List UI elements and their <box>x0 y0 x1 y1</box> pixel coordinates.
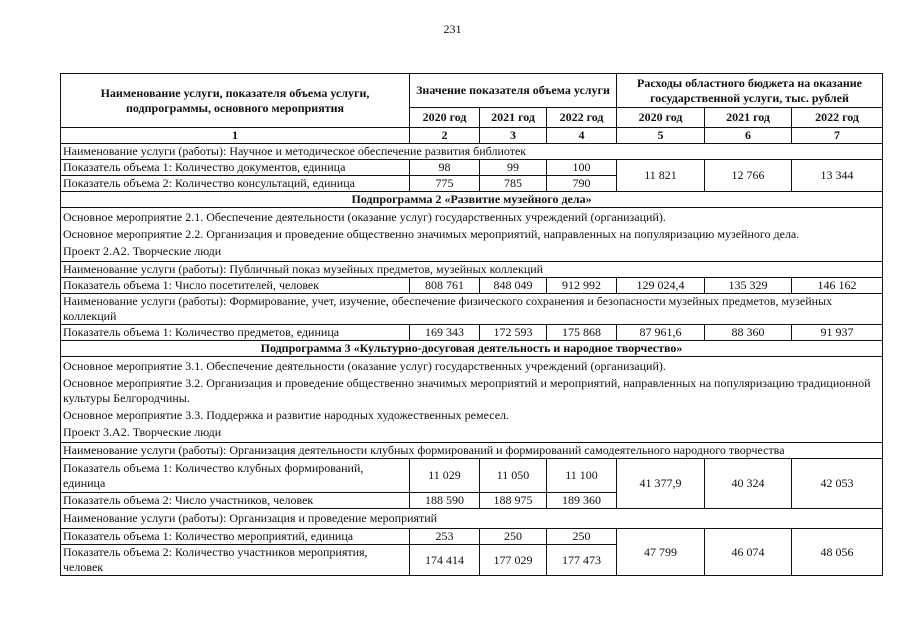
indicator-value: 250 <box>547 529 617 545</box>
service-name: Наименование услуги (работы): Организация и проведение мероприятий <box>61 509 883 529</box>
indicator-name: Показатель объема 1: Количество предметов, единица <box>61 325 410 341</box>
indicator-value: 189 360 <box>547 493 617 509</box>
column-number: 7 <box>792 128 883 144</box>
column-number: 2 <box>410 128 480 144</box>
project-line: Проект 2.А2. Творческие люди <box>63 244 222 258</box>
indicator-value: 11 029 <box>410 459 480 493</box>
activity-line: Основное мероприятие 2.2. Организация и проведение общественно значимых мероприятий, направленных на популяризацию музейного дела. <box>63 227 800 241</box>
indicator-value: 912 992 <box>547 278 617 294</box>
budget-value: 129 024,4 <box>617 278 705 294</box>
budget-value: 42 053 <box>792 459 883 509</box>
service-name: Наименование услуги (работы): Формирование, учет, изучение, обеспечение физического сохранения и безопасности музейных предметов, музейных коллекций <box>61 294 883 325</box>
activities-block <box>61 208 883 262</box>
indicator-value: 775 <box>410 176 480 192</box>
indicator-name: Показатель объема 2: Количество участников мероприятия, человек <box>61 545 410 576</box>
indicator-value: 11 100 <box>547 459 617 493</box>
indicator-value: 174 414 <box>410 545 480 576</box>
indicator-value: 169 343 <box>410 325 480 341</box>
indicator-value: 11 050 <box>480 459 547 493</box>
indicator-name: Показатель объема 1: Количество клубных формирований, единица <box>61 459 410 493</box>
subprogram-title: Подпрограмма 3 «Культурно-досуговая деятельность и народное творчество» <box>61 341 883 357</box>
header-year: 2022 год <box>792 108 883 128</box>
indicator-value: 99 <box>480 160 547 176</box>
budget-value: 46 074 <box>705 529 792 576</box>
column-number: 3 <box>480 128 547 144</box>
indicator-value: 188 590 <box>410 493 480 509</box>
indicator-value: 790 <box>547 176 617 192</box>
activity-line: Основное мероприятие 3.3. Поддержка и развитие народных художественных ремесел. <box>63 408 510 422</box>
budget-value: 40 324 <box>705 459 792 509</box>
indicator-value: 250 <box>480 529 547 545</box>
service-name: Наименование услуги (работы): Организация деятельности клубных формирований и формирований самодеятельного народного творчества <box>61 443 883 459</box>
budget-value: 91 937 <box>792 325 883 341</box>
indicator-name: Показатель объема 1: Количество документов, единица <box>61 160 410 176</box>
indicator-value: 848 049 <box>480 278 547 294</box>
indicator-name: Показатель объема 1: Число посетителей, человек <box>61 278 410 294</box>
indicator-name: Показатель объема 1: Количество мероприятий, единица <box>61 529 410 545</box>
indicator-value: 177 029 <box>480 545 547 576</box>
activity-line: Основное мероприятие 3.2. Организация и проведение общественно значимых мероприятий и мероприятий, направленных на популяризацию традиционной культуры Белгородчины. <box>63 376 871 405</box>
indicator-name: Показатель объема 2: Количество консультаций, единица <box>61 176 410 192</box>
indicator-name: Показатель объема 2: Число участников, человек <box>61 493 410 509</box>
budget-value: 87 961,6 <box>617 325 705 341</box>
activity-line: Основное мероприятие 2.1. Обеспечение деятельности (оказание услуг) государственных учреждений (организаций). <box>63 210 666 224</box>
indicator-value: 98 <box>410 160 480 176</box>
indicator-value: 100 <box>547 160 617 176</box>
budget-value: 47 799 <box>617 529 705 576</box>
activity-line: Основное мероприятие 3.1. Обеспечение деятельности (оказание услуг) государственных учреждений (организаций). <box>63 359 666 373</box>
column-number: 5 <box>617 128 705 144</box>
indicator-value: 177 473 <box>547 545 617 576</box>
budget-value: 88 360 <box>705 325 792 341</box>
column-number: 4 <box>547 128 617 144</box>
services-table <box>60 73 883 576</box>
header-year: 2020 год <box>617 108 705 128</box>
header-budget-group: Расходы областного бюджета на оказание государственной услуги, тыс. рублей <box>617 74 883 108</box>
header-year: 2021 год <box>480 108 547 128</box>
header-name-column: Наименование услуги, показателя объема услуги, подпрограммы, основного мероприятия <box>61 74 410 128</box>
activities-block <box>61 357 883 443</box>
indicator-value: 175 868 <box>547 325 617 341</box>
column-number: 6 <box>705 128 792 144</box>
project-line: Проект 3.А2. Творческие люди <box>63 425 222 439</box>
page-number: 231 <box>443 22 462 36</box>
budget-value: 11 821 <box>617 160 705 192</box>
subprogram-title: Подпрограмма 2 «Развитие музейного дела» <box>61 192 883 208</box>
header-year: 2022 год <box>547 108 617 128</box>
service-name: Наименование услуги (работы): Публичный показ музейных предметов, музейных коллекций <box>61 262 883 278</box>
budget-value: 135 329 <box>705 278 792 294</box>
header-year: 2020 год <box>410 108 480 128</box>
budget-value: 41 377,9 <box>617 459 705 509</box>
indicator-value: 808 761 <box>410 278 480 294</box>
budget-value: 13 344 <box>792 160 883 192</box>
service-name: Наименование услуги (работы): Научное и методическое обеспечение развития библиотек <box>61 144 883 160</box>
indicator-value: 253 <box>410 529 480 545</box>
header-year: 2021 год <box>705 108 792 128</box>
indicator-value: 785 <box>480 176 547 192</box>
header-indicator-group: Значение показателя объема услуги <box>410 74 617 108</box>
column-number: 1 <box>61 128 410 144</box>
budget-value: 48 056 <box>792 529 883 576</box>
budget-value: 12 766 <box>705 160 792 192</box>
indicator-value: 172 593 <box>480 325 547 341</box>
indicator-value: 188 975 <box>480 493 547 509</box>
budget-value: 146 162 <box>792 278 883 294</box>
